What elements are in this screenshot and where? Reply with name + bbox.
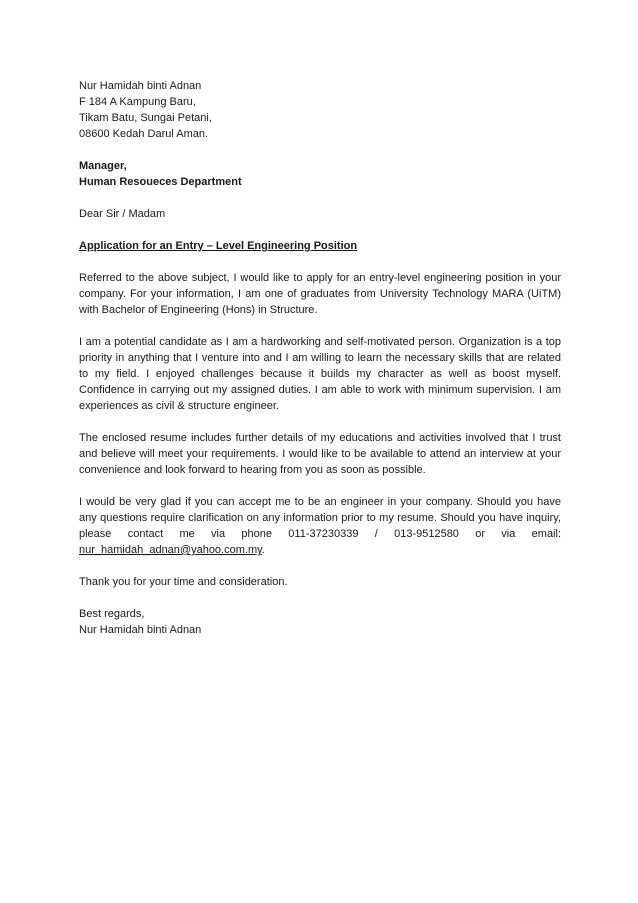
- paragraph-4-end: .: [261, 544, 265, 556]
- sender-name: Nur Hamidah binti Adnan: [79, 80, 202, 92]
- sender-address-line-2: Tikam Batu, Sungai Petani,: [79, 112, 212, 124]
- subject-line: [79, 238, 561, 254]
- paragraph-4-container: [79, 494, 561, 558]
- letter: [79, 78, 561, 654]
- email-link[interactable]: nur_hamidah_adnan@yahoo.com.my: [79, 544, 262, 556]
- paragraph-3: [79, 430, 561, 478]
- thanks-text: Thank you for your time and consideration.: [79, 576, 288, 588]
- salutation-text: Dear Sir / Madam: [79, 208, 166, 220]
- recipient-department: Human Resoueces Department: [79, 176, 242, 188]
- sender-address-line-1: F 184 A Kampung Baru,: [79, 96, 196, 108]
- subject-text: Application for an Entry – Level Engineering Position: [79, 240, 358, 252]
- recipient-address: [79, 158, 561, 190]
- closing-regards: Best regards,: [79, 608, 145, 620]
- closing: [79, 606, 561, 638]
- salutation: [79, 206, 561, 222]
- sender-address: [79, 78, 561, 142]
- paragraph-1: [79, 270, 561, 318]
- recipient-title: Manager,: [79, 160, 127, 172]
- paragraph-1-text: Referred to the above subject, I would like to apply for an entry-level engineering position in your company. For your information, I am one of graduates from University Technology MARA (UiTM) with Bachelor of Engineering (Hons) in Structure.: [79, 272, 561, 316]
- paragraph-3-text: The enclosed resume includes further details of my educations and activities involved that I trust and believe will meet your requirements. I would like to be available to attend an interview at your convenience and look forward to hearing from you as soon as possible.: [79, 432, 561, 476]
- sender-address-line-3: 08600 Kedah Darul Aman.: [79, 128, 209, 140]
- thanks: [79, 574, 561, 590]
- paragraph-4-text: I would be very glad if you can accept me to be an engineer in your company. Should you have any questions require clarification on any information prior to my resume. Should you have inquiry, please contact me via phone 011-37230339 / 013-9512580 or via email:: [79, 496, 561, 540]
- paragraph-2-text: I am a potential candidate as I am a hardworking and self-motivated person. Organization is a top priority in anything that I venture into and I am willing to learn the necessary skills that are related to my field. I enjoyed challenges because it builds my character as well as boost myself. Confidence in carrying out my assigned duties. I am able to work with minimum supervision. I am experiences as civil & structure engineer.: [79, 336, 561, 412]
- paragraph-2: [79, 334, 561, 414]
- closing-name: Nur Hamidah binti Adnan: [79, 624, 202, 636]
- paragraph-4: [79, 494, 561, 558]
